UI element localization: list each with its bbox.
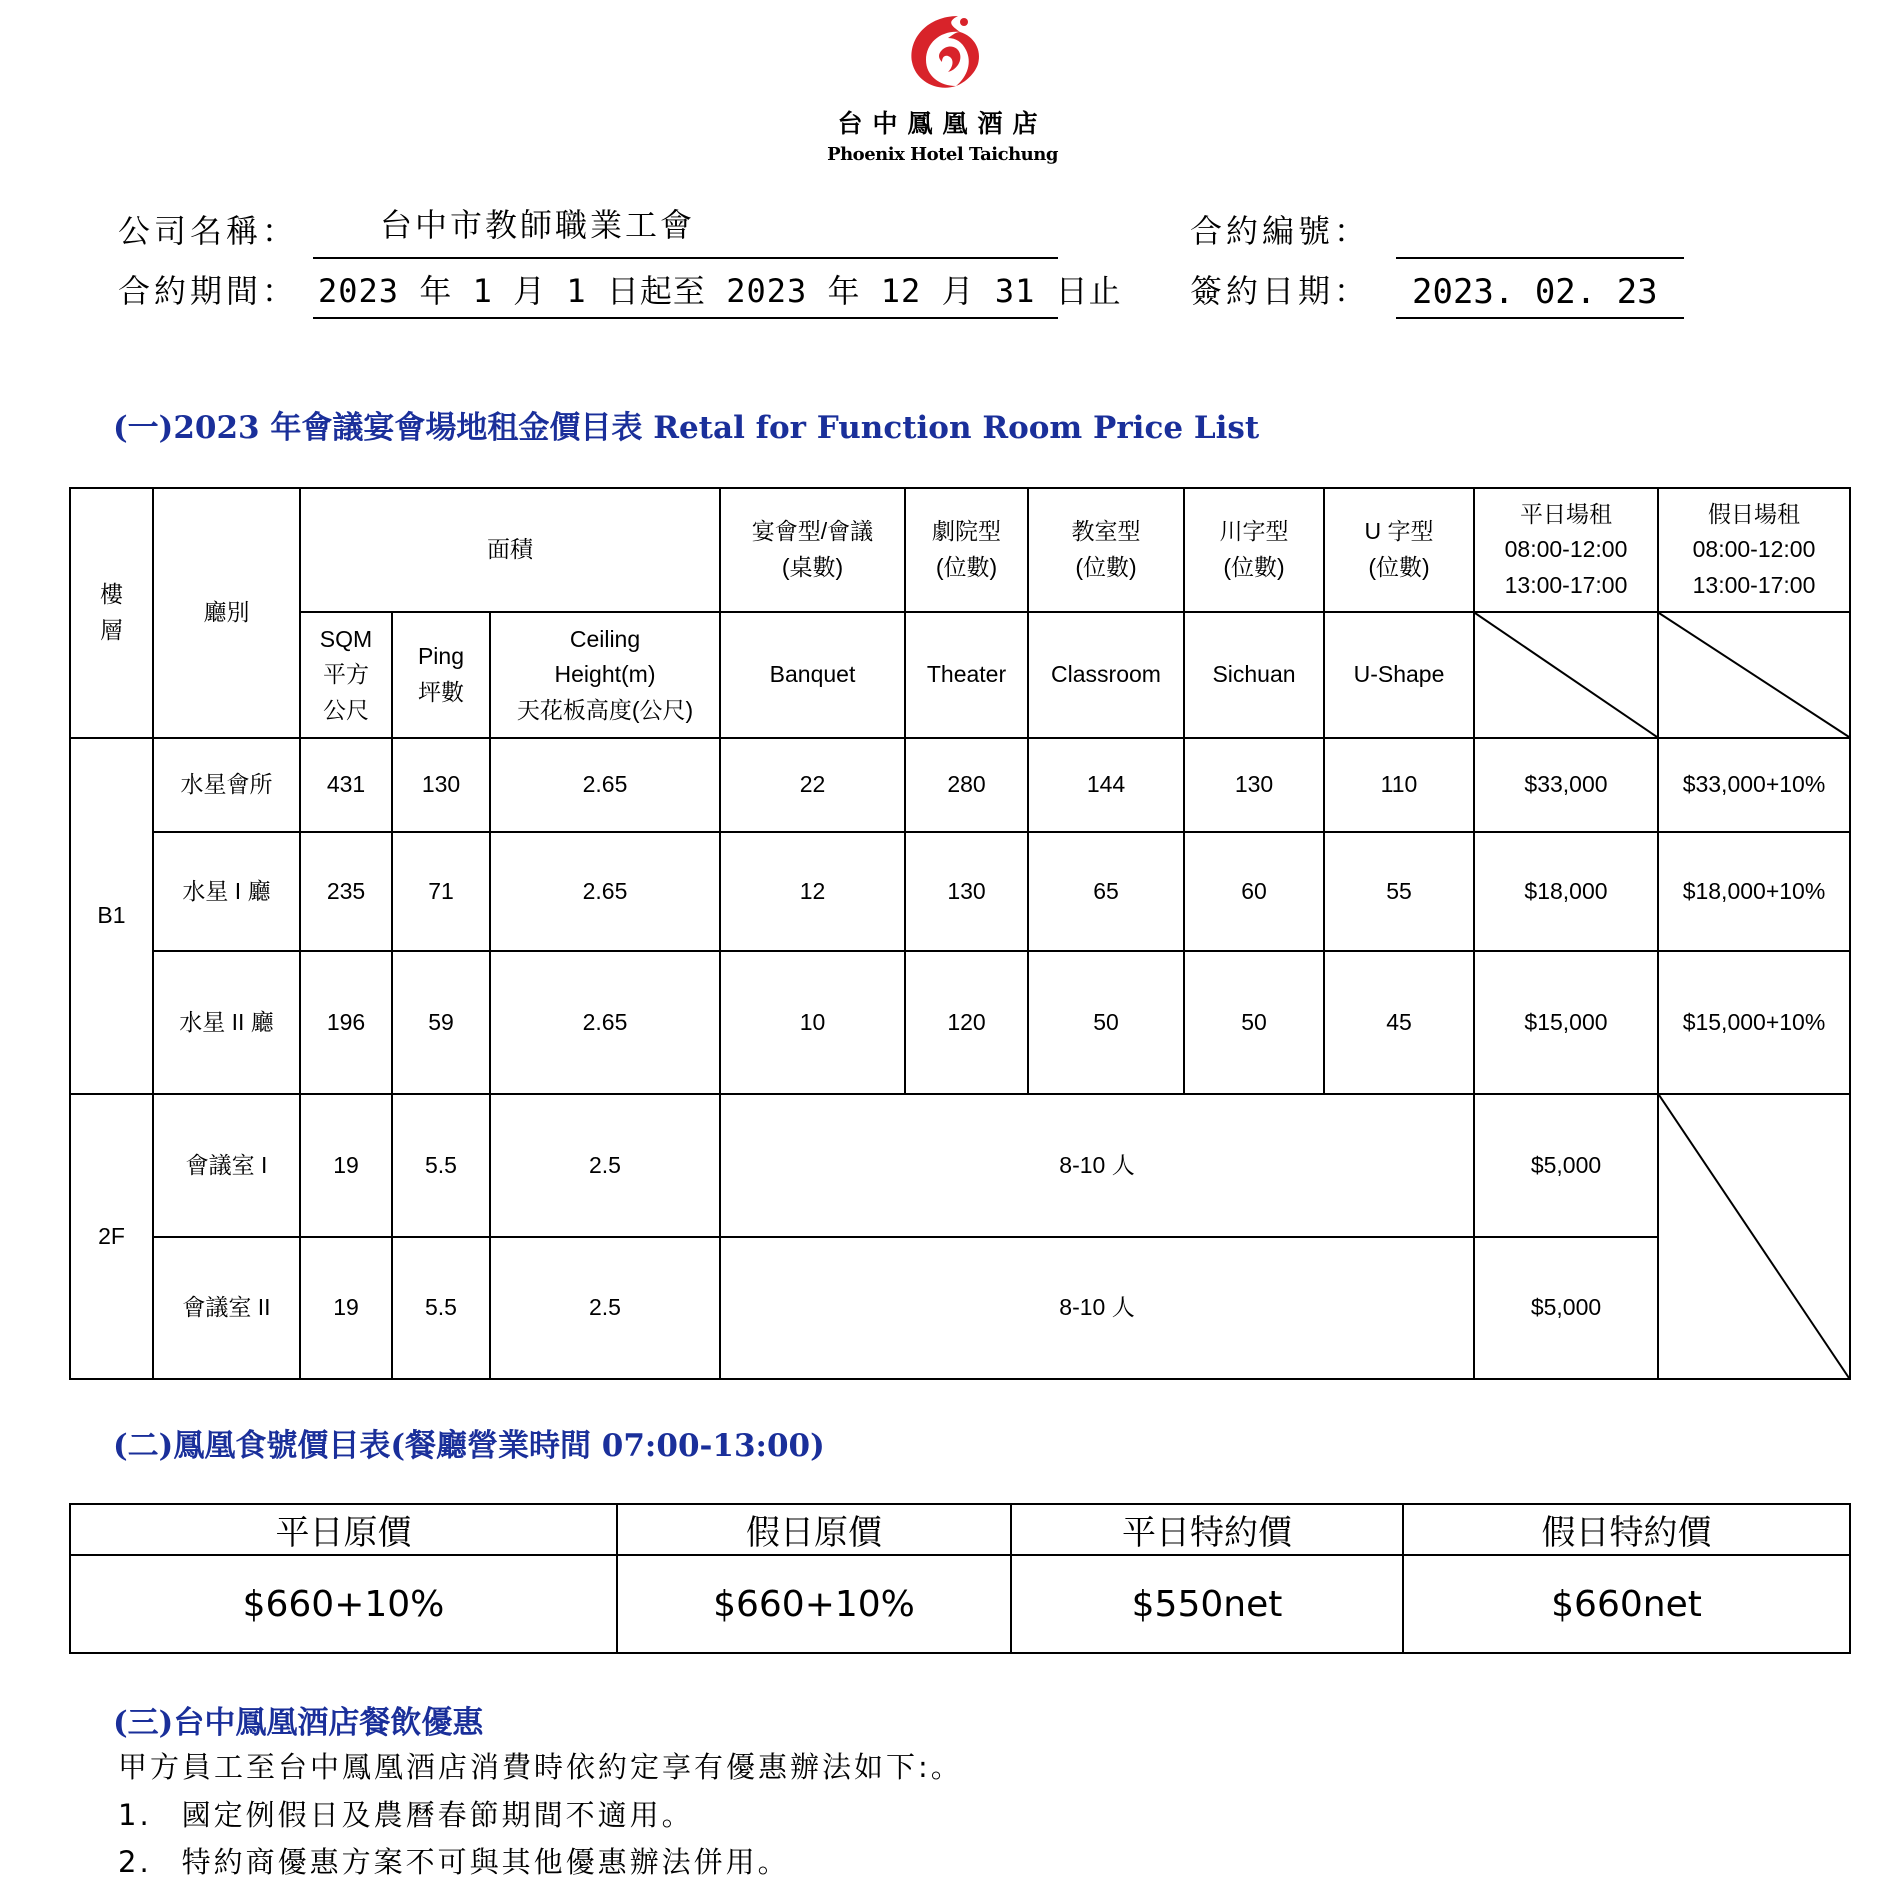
banquet-value: 12 — [720, 832, 905, 951]
diagonal-cell — [1658, 1094, 1850, 1379]
weekday-price: $18,000 — [1474, 832, 1658, 951]
list-item — [118, 1840, 790, 1881]
hotel-name-en: Phoenix Hotel Taichung — [827, 144, 1058, 165]
price-header: 平日原價 — [70, 1504, 617, 1555]
header-banquet-zh: 宴會型/會議 (桌數) — [720, 488, 905, 612]
weekday-price: $5,000 — [1474, 1237, 1658, 1379]
company-label: 公司名稱： — [118, 212, 299, 250]
ceiling-value: 2.5 — [490, 1237, 720, 1379]
restaurant-price-table — [69, 1503, 1851, 1654]
header-sichuan-en: Sichuan — [1184, 612, 1324, 738]
table-row — [70, 951, 1850, 1094]
ushape-value: 55 — [1324, 832, 1474, 951]
capacity-value: 8-10 人 — [720, 1094, 1474, 1237]
floor-2f: 2F — [70, 1094, 153, 1379]
weekday-price: $15,000 — [1474, 951, 1658, 1094]
diagonal-cell — [1474, 612, 1658, 738]
weekday-price: $5,000 — [1474, 1094, 1658, 1237]
period-label: 合約期間： — [118, 272, 299, 310]
sqm-value: 235 — [300, 832, 392, 951]
hall-name: 水星會所 — [153, 738, 300, 832]
ping-value: 5.5 — [392, 1237, 490, 1379]
hall-name: 水星 I 廳 — [153, 832, 300, 951]
sichuan-value: 60 — [1184, 832, 1324, 951]
header-banquet-en: Banquet — [720, 612, 905, 738]
price-value: $660+10% — [617, 1555, 1011, 1653]
period-underline — [313, 317, 1058, 319]
price-header: 假日原價 — [617, 1504, 1011, 1555]
list-item-text: 國定例假日及農曆春節期間不適用。 — [181, 1798, 694, 1832]
section1-title: (一)2023 年會議宴會場地租金價目表 Retal for Function Room Price List — [113, 410, 1260, 446]
holiday-price: $18,000+10% — [1658, 832, 1850, 951]
header-hall: 廳別 — [153, 488, 300, 738]
ping-value: 130 — [392, 738, 490, 832]
header-ping: Ping 坪數 — [392, 612, 490, 738]
ushape-value: 110 — [1324, 738, 1474, 832]
holiday-price: $33,000+10% — [1658, 738, 1850, 832]
price-value: $550net — [1011, 1555, 1403, 1653]
price-value: $660+10% — [70, 1555, 617, 1653]
price-header: 假日特約價 — [1403, 1504, 1850, 1555]
contract-no-underline — [1396, 257, 1684, 259]
sign-date-underline — [1396, 317, 1684, 319]
ceiling-value: 2.5 — [490, 1094, 720, 1237]
ping-value: 71 — [392, 832, 490, 951]
classroom-value: 144 — [1028, 738, 1184, 832]
table-row — [70, 1237, 1850, 1379]
hotel-name-zh: 台中鳳凰酒店 — [837, 109, 1048, 138]
contract-no-label: 合約編號： — [1190, 212, 1371, 250]
ping-value: 5.5 — [392, 1094, 490, 1237]
ushape-value: 45 — [1324, 951, 1474, 1094]
floor-b1: B1 — [70, 738, 153, 1094]
sqm-value: 19 — [300, 1237, 392, 1379]
function-room-price-table — [69, 487, 1851, 1380]
ceiling-value: 2.65 — [490, 738, 720, 832]
period-value: 2023 年 1 月 1 日起至 2023 年 12 月 31 日止 — [318, 272, 1122, 310]
ceiling-value: 2.65 — [490, 832, 720, 951]
sqm-value: 196 — [300, 951, 392, 1094]
ping-value: 59 — [392, 951, 490, 1094]
phoenix-logo-icon — [898, 10, 988, 94]
header-holiday-rent: 假日場租 08:00-12:00 13:00-17:00 — [1658, 488, 1850, 612]
sichuan-value: 50 — [1184, 951, 1324, 1094]
section2-title: (二)鳳凰食號價目表(餐廳營業時間 07:00-13:00) — [113, 1428, 825, 1464]
table-row — [70, 1094, 1850, 1237]
price-header: 平日特約價 — [1011, 1504, 1403, 1555]
header-ushape-zh: U 字型 (位數) — [1324, 488, 1474, 612]
list-item — [118, 1793, 694, 1834]
header-sqm: SQM 平方 公尺 — [300, 612, 392, 738]
table-row — [70, 738, 1850, 832]
banquet-value: 22 — [720, 738, 905, 832]
header-classroom-zh: 教室型 (位數) — [1028, 488, 1184, 612]
hall-name: 會議室 II — [153, 1237, 300, 1379]
list-item-number: 2. — [118, 1845, 152, 1879]
price-value: $660net — [1403, 1555, 1850, 1653]
classroom-value: 65 — [1028, 832, 1184, 951]
header-sichuan-zh: 川字型 (位數) — [1184, 488, 1324, 612]
header-floor: 樓 層 — [70, 488, 153, 738]
company-value: 台中市教師職業工會 — [380, 206, 696, 244]
theater-value: 280 — [905, 738, 1028, 832]
sqm-value: 431 — [300, 738, 392, 832]
sqm-value: 19 — [300, 1094, 392, 1237]
header-ceiling: Ceiling Height(m) 天花板高度(公尺) — [490, 612, 720, 738]
company-underline — [313, 257, 1058, 259]
hotel-header — [0, 10, 1885, 165]
classroom-value: 50 — [1028, 951, 1184, 1094]
theater-value: 130 — [905, 832, 1028, 951]
header-theater-en: Theater — [905, 612, 1028, 738]
capacity-value: 8-10 人 — [720, 1237, 1474, 1379]
header-theater-zh: 劇院型 (位數) — [905, 488, 1028, 612]
header-classroom-en: Classroom — [1028, 612, 1184, 738]
hall-name: 水星 II 廳 — [153, 951, 300, 1094]
discount-intro: 甲方員工至台中鳳凰酒店消費時依約定享有優惠辦法如下:。 — [118, 1750, 963, 1784]
holiday-price: $15,000+10% — [1658, 951, 1850, 1094]
sign-date-value: 2023. 02. 23 — [1412, 272, 1658, 312]
ceiling-value: 2.65 — [490, 951, 720, 1094]
sichuan-value: 130 — [1184, 738, 1324, 832]
header-weekday-rent: 平日場租 08:00-12:00 13:00-17:00 — [1474, 488, 1658, 612]
diagonal-cell — [1658, 612, 1850, 738]
section3-title: (三)台中鳳凰酒店餐飲優惠 — [113, 1705, 484, 1741]
header-ushape-en: U-Shape — [1324, 612, 1474, 738]
sign-date-label: 簽約日期： — [1190, 272, 1371, 310]
header-area: 面積 — [300, 488, 720, 612]
weekday-price: $33,000 — [1474, 738, 1658, 832]
banquet-value: 10 — [720, 951, 905, 1094]
list-item-number: 1. — [118, 1798, 152, 1832]
list-item-text: 特約商優惠方案不可與其他優惠辦法併用。 — [181, 1845, 790, 1879]
theater-value: 120 — [905, 951, 1028, 1094]
table-row — [70, 832, 1850, 951]
hall-name: 會議室 I — [153, 1094, 300, 1237]
